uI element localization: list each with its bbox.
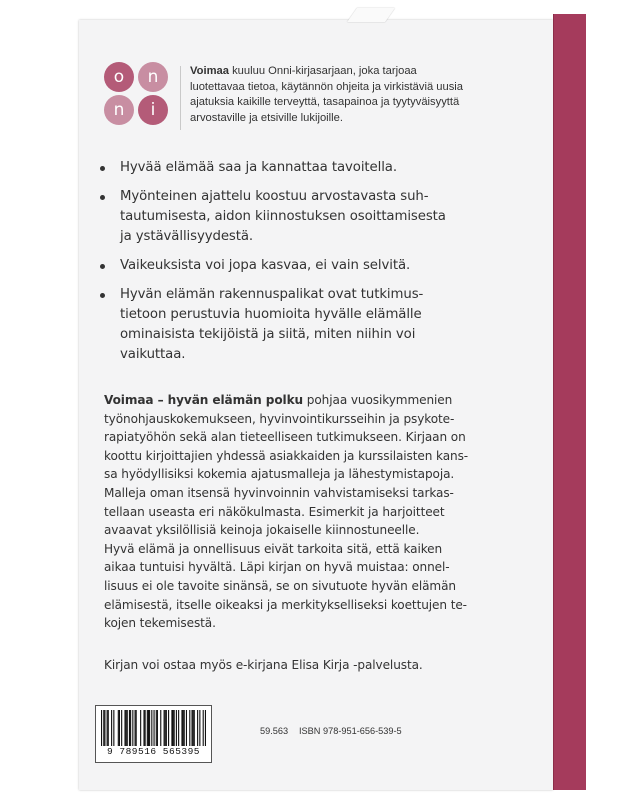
barcode-bars — [101, 710, 206, 746]
barcode-bar — [149, 710, 150, 746]
product-code: 59.563 — [260, 726, 289, 736]
barcode-bar — [124, 710, 125, 746]
barcode-bar — [101, 710, 102, 746]
barcode-bar — [172, 710, 173, 746]
barcode-bar — [136, 710, 137, 746]
description-line: Malleja oman itsensä hyvinvoinnin vahvistamiseksi tarkas- — [104, 485, 454, 500]
barcode-bar — [127, 710, 128, 746]
description-line: kojen tekemisestä. — [104, 616, 216, 631]
description-line: sa hyödyllisiksi kokemia ajatusmalleja ja lähestymistapoja. — [104, 467, 455, 482]
barcode-bar — [160, 710, 161, 746]
barcode-bar — [119, 710, 120, 746]
barcode-bar — [205, 710, 206, 746]
barcode-bar — [168, 710, 169, 746]
barcode-bar — [140, 710, 141, 746]
ebook-note: Kirjan voi ostaa myös e-kirjana Elisa Kirja -palvelusta. — [104, 658, 423, 672]
barcode-bar — [203, 710, 204, 746]
series-blurb — [190, 64, 520, 126]
barcode-bar — [132, 710, 133, 746]
barcode-bar — [111, 710, 112, 746]
barcode-bar — [126, 710, 127, 746]
barcode — [95, 705, 212, 763]
description-line: avaavat yksilöllisiä keinoja jokaiselle kiinnostuneelle. — [104, 523, 420, 538]
book-title: Voimaa – hyvän elämän polku — [104, 393, 304, 407]
logo-letter-o: o — [104, 62, 134, 92]
bullet-item: Hyvän elämän rakennuspalikat ovat tutkimus- tietoon perustuvia huomioita hyvälle elämälle ominaisista tekijöistä ja siitä, miten niihin voi vaikuttaa. — [100, 285, 520, 365]
description-line: aikaa tuntuisi hyvältä. Läpi kirjan on hyvä muistaa: onnel- — [104, 560, 450, 575]
logo-letter-i: i — [138, 95, 168, 125]
barcode-digits: 9 789516 565395 — [106, 746, 200, 757]
barcode-bar — [178, 710, 179, 746]
barcode-bar — [154, 710, 155, 746]
description-line: rapiatyöhön sekä alan tieteelliseen tutkimukseen. Kirjaan on — [104, 430, 466, 445]
isbn-number: ISBN 978-951-656-539-5 — [299, 726, 402, 736]
description-line: elämisestä, itselle oikeaksi ja merkitykselliseksi koettujen te- — [104, 597, 467, 612]
barcode-bar — [148, 710, 149, 746]
barcode-bar — [113, 710, 114, 746]
description-line: Voimaa – hyvän elämän polku pohjaa vuosikymmenien — [104, 393, 453, 407]
logo-letter-n1: n — [138, 62, 168, 92]
barcode-bar — [118, 710, 119, 746]
barcode-bar — [186, 710, 187, 746]
barcode-bar — [199, 710, 200, 746]
barcode-bar — [183, 710, 184, 746]
spine-strip — [553, 14, 586, 790]
barcode-bar — [151, 710, 152, 746]
barcode-bar — [103, 710, 104, 746]
barcode-bar — [193, 710, 194, 746]
barcode-bar — [194, 710, 195, 746]
series-blurb-line: ajatuksia kaikille terveyttä, tasapainoa ja tyytyväisyyttä — [190, 96, 460, 109]
bullet-list — [100, 158, 520, 374]
barcode-bar — [147, 710, 148, 746]
bullet-item: Vaikeuksista voi jopa kasvaa, ei vain selvitä. — [100, 256, 520, 276]
description-line: lisuus ei ole tavoite sinänsä, se on sivutuote hyvän elämän — [104, 578, 456, 593]
barcode-bar — [166, 710, 167, 746]
barcode-bar — [181, 710, 182, 746]
barcode-bar — [165, 710, 166, 746]
barcode-bar — [108, 710, 109, 746]
bullet-item: Hyvää elämää saa ja kannattaa tavoitella. — [100, 158, 520, 178]
series-name: Voimaa — [190, 65, 229, 77]
description-line: Hyvä elämä ja onnellisuus eivät tarkoita sitä, että kaiken — [104, 541, 443, 556]
barcode-bar — [129, 710, 130, 746]
barcode-bar — [189, 710, 190, 746]
series-blurb-line: Voimaa kuuluu Onni-kirjasarjaan, joka tarjoaa — [190, 65, 417, 77]
barcode-bar — [191, 710, 192, 746]
barcode-bar — [130, 710, 131, 746]
barcode-bar — [197, 710, 198, 746]
description-paragraph — [104, 391, 520, 633]
barcode-bar — [174, 710, 175, 746]
barcode-bar — [171, 710, 172, 746]
barcode-bar — [157, 710, 158, 746]
barcode-bar — [143, 710, 144, 746]
barcode-bar — [135, 710, 136, 746]
description-line: koottu kirjoittajien yhdessä asiakkaiden ja kurssilaisten kans- — [104, 448, 469, 463]
series-blurb-line: luotettavaa tietoa, käytännön ohjeita ja virkistäviä uusia — [190, 80, 464, 93]
barcode-bar — [107, 710, 108, 746]
description-line: tellaan useasta eri näkökulmasta. Esimerkit ja harjoitteet — [104, 504, 445, 519]
logo-letter-n2: n — [104, 95, 134, 125]
barcode-bar — [121, 710, 122, 746]
barcode-bar — [156, 710, 157, 746]
barcode-bar — [164, 710, 165, 746]
barcode-bar — [176, 710, 177, 746]
barcode-bar — [104, 710, 105, 746]
description-line: työnohjauskokemukseen, hyvinvointikursseihin ja psykote- — [104, 411, 455, 426]
onni-logo — [104, 62, 170, 126]
bullet-item: Myönteinen ajattelu koostuu arvostavasta suh- tautumisesta, aidon kiinnostuksen osoittamisesta ja ystävällisyydestä. — [100, 187, 520, 247]
series-blurb-line: arvostaville ja etsiville lukijoille. — [190, 111, 343, 124]
barcode-bar — [184, 710, 185, 746]
logo-divider — [180, 66, 181, 130]
barcode-bar — [145, 710, 146, 746]
